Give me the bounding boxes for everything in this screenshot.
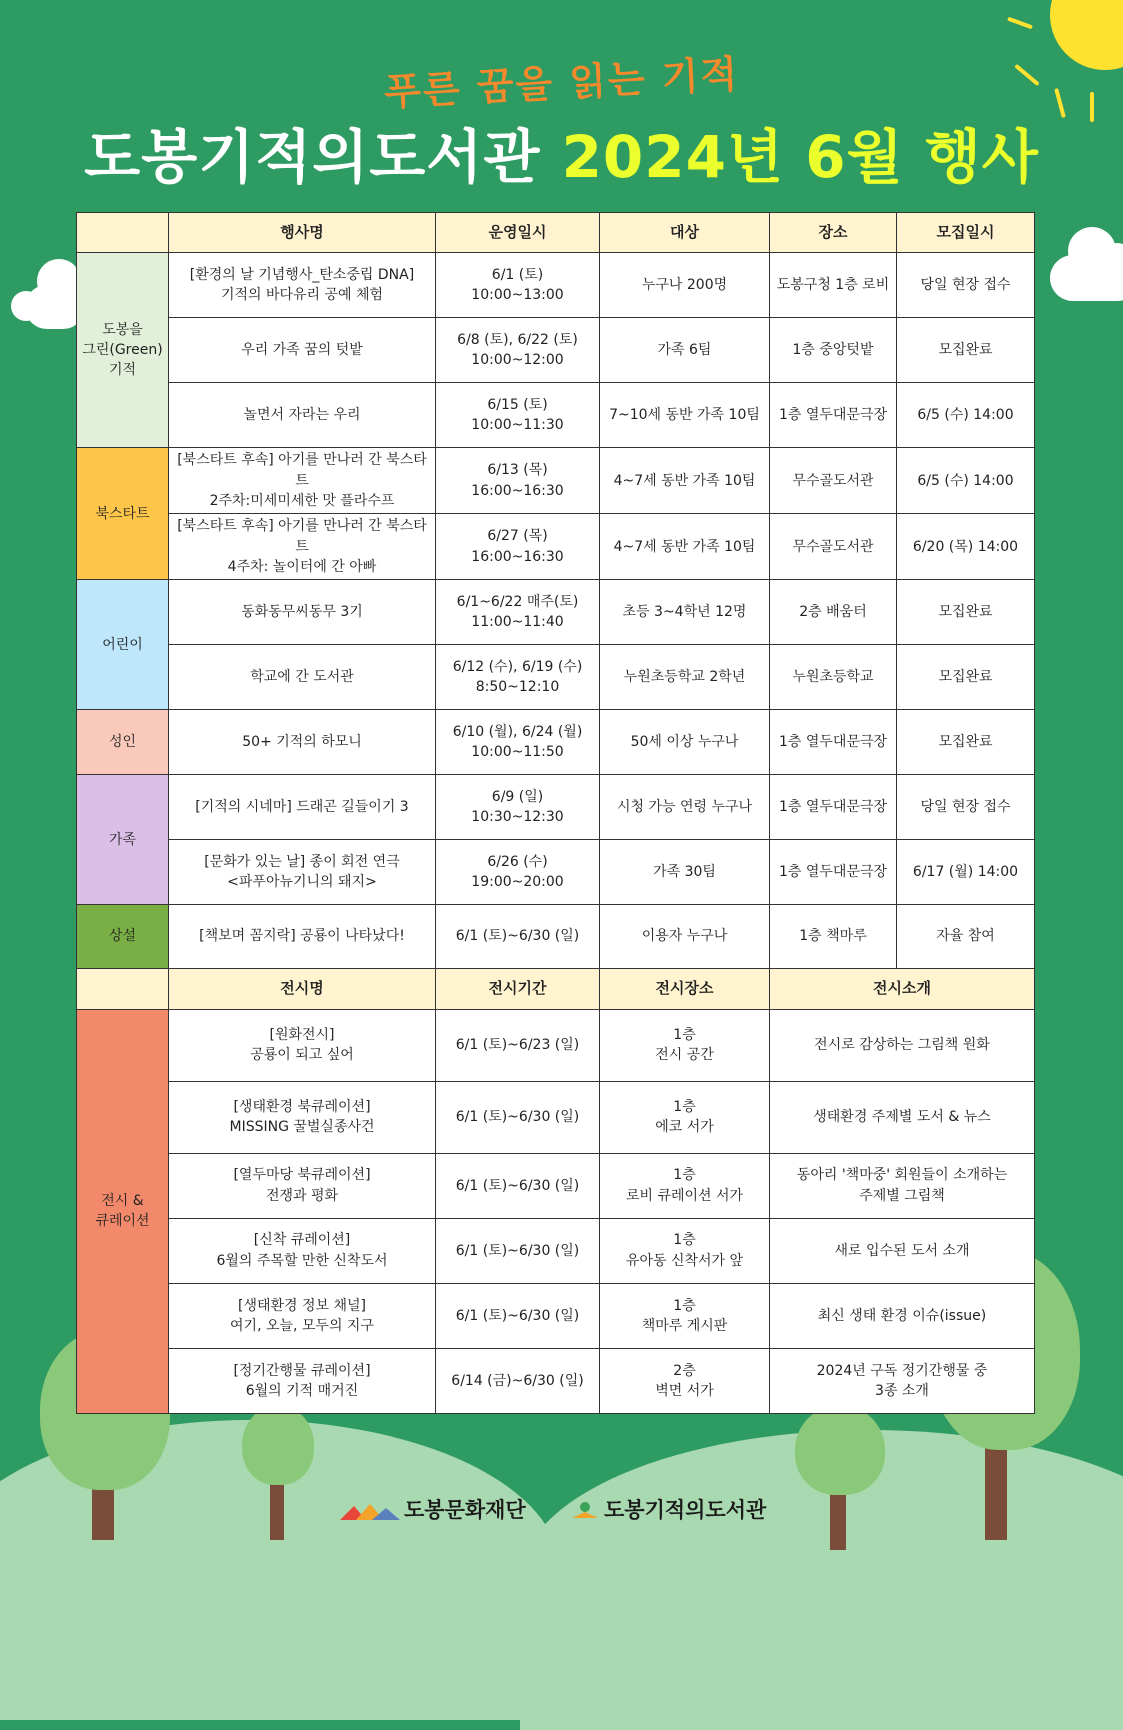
event-target: 4~7세 동반 가족 10팀 [600,514,770,580]
category-cell: 전시 & 큐레이션 [77,1009,169,1413]
event-name: 우리 가족 꿈의 텃밭 [169,318,436,383]
event-target: 4~7세 동반 가족 10팀 [600,448,770,514]
event-recruit: 당일 현장 접수 [897,775,1035,840]
exhibit-name: [생태환경 북큐레이션] MISSING 꿀벌실종사건 [169,1081,436,1153]
event-target: 가족 30팀 [600,840,770,905]
category-cell: 상설 [77,905,169,968]
header-cell: 전시명 [169,968,436,1009]
table-row [77,840,1035,905]
event-place: 1층 열두대문극장 [770,840,897,905]
event-name: [환경의 날 기념행사_탄소중립 DNA] 기적의 바다유리 공예 체험 [169,253,436,318]
event-place: 무수골도서관 [770,448,897,514]
exhibit-place: 1층 책마루 게시판 [600,1283,770,1348]
exhibit-name: [신착 큐레이션] 6월의 주목할 만한 신착도서 [169,1218,436,1283]
table-row [77,253,1035,318]
exhibit-intro: 생태환경 주제별 도서 & 뉴스 [770,1081,1035,1153]
footer-logos [0,1494,1123,1534]
event-target: 50세 이상 누구나 [600,710,770,775]
event-target: 누원초등학교 2학년 [600,645,770,710]
event-name: [책보며 꼼지락] 공룡이 나타났다! [169,905,436,968]
event-recruit: 당일 현장 접수 [897,253,1035,318]
table-row [77,1009,1035,1081]
event-datetime: 6/9 (일) 10:30~12:30 [436,775,600,840]
header-empty [77,213,169,253]
table-row [77,1081,1035,1153]
event-place: 1층 열두대문극장 [770,383,897,448]
event-datetime: 6/26 (수) 19:00~20:00 [436,840,600,905]
exhibit-name: [열두마당 북큐레이션] 전쟁과 평화 [169,1153,436,1218]
events-header-row [77,213,1035,253]
exhibit-intro: 2024년 구독 정기간행물 중 3종 소개 [770,1348,1035,1413]
event-name: 놀면서 자라는 우리 [169,383,436,448]
table-row [77,448,1035,514]
event-datetime: 6/10 (월), 6/24 (월) 10:00~11:50 [436,710,600,775]
page-subtitle: 푸른 꿈을 읽는 기적 [383,51,741,115]
event-place: 도봉구청 1층 로비 [770,253,897,318]
event-place: 1층 책마루 [770,905,897,968]
exhibit-name: [원화전시] 공룡이 되고 싶어 [169,1009,436,1081]
event-recruit: 모집완료 [897,710,1035,775]
header-cell: 대상 [600,213,770,253]
table-row [77,775,1035,840]
exhibits-header-row [77,968,1035,1009]
foundation-logo [340,1494,526,1524]
exhibit-period: 6/14 (금)~6/30 (일) [436,1348,600,1413]
event-datetime: 6/27 (목) 16:00~16:30 [436,514,600,580]
event-datetime: 6/1 (토) 10:00~13:00 [436,253,600,318]
event-place: 1층 중앙텃밭 [770,318,897,383]
event-recruit: 6/5 (수) 14:00 [897,448,1035,514]
header-cell: 전시장소 [600,968,770,1009]
exhibit-name: [생태환경 정보 채널] 여기, 오늘, 모두의 지구 [169,1283,436,1348]
event-recruit: 모집완료 [897,580,1035,645]
exhibit-place: 1층 에코 서가 [600,1081,770,1153]
event-place: 무수골도서관 [770,514,897,580]
event-target: 이용자 누구나 [600,905,770,968]
exhibit-intro: 전시로 감상하는 그림책 원화 [770,1009,1035,1081]
event-datetime: 6/1~6/22 매주(토) 11:00~11:40 [436,580,600,645]
event-recruit: 자율 참여 [897,905,1035,968]
event-recruit: 6/17 (월) 14:00 [897,840,1035,905]
event-target: 가족 6팀 [600,318,770,383]
table-row [77,1348,1035,1413]
header-cell: 운영일시 [436,213,600,253]
event-target: 시청 가능 연령 누구나 [600,775,770,840]
tree-decoration [795,1405,885,1495]
exhibit-period: 6/1 (토)~6/30 (일) [436,1081,600,1153]
exhibit-place: 2층 벽면 서가 [600,1348,770,1413]
header-empty [77,968,169,1009]
exhibit-name: [정기간행물 큐레이션] 6월의 기적 매거진 [169,1348,436,1413]
book-tree-icon [570,1500,600,1522]
library-name: 도봉기적의도서관 [604,1498,767,1522]
table-row [77,580,1035,645]
category-cell: 도봉을 그린(Green) 기적 [77,253,169,448]
exhibit-period: 6/1 (토)~6/23 (일) [436,1009,600,1081]
event-datetime: 6/8 (토), 6/22 (토) 10:00~12:00 [436,318,600,383]
table-row [77,1218,1035,1283]
event-recruit: 모집완료 [897,318,1035,383]
foundation-name: 도봉문화재단 [404,1498,526,1522]
event-datetime: 6/15 (토) 10:00~11:30 [436,383,600,448]
event-recruit: 6/5 (수) 14:00 [897,383,1035,448]
category-cell: 어린이 [77,580,169,710]
event-place: 2층 배움터 [770,580,897,645]
table-row [77,318,1035,383]
event-name: [북스타트 후속] 아기를 만나러 간 북스타트 4주차: 놀이터에 간 아빠 [169,514,436,580]
header-cell: 전시기간 [436,968,600,1009]
event-place: 1층 열두대문극장 [770,710,897,775]
event-name: 50+ 기적의 하모니 [169,710,436,775]
event-target: 초등 3~4학년 12명 [600,580,770,645]
cloud-decoration [1050,255,1123,301]
exhibit-place: 1층 유아동 신착서가 앞 [600,1218,770,1283]
category-cell: 가족 [77,775,169,905]
table-row [77,1283,1035,1348]
event-name: [문화가 있는 날] 종이 회전 연극 <파푸아뉴기니의 돼지> [169,840,436,905]
exhibit-place: 1층 로비 큐레이션 서가 [600,1153,770,1218]
exhibit-period: 6/1 (토)~6/30 (일) [436,1283,600,1348]
event-recruit: 모집완료 [897,645,1035,710]
title-month: 2024년 6월 행사 [561,123,1039,191]
event-place: 누원초등학교 [770,645,897,710]
event-target: 누구나 200명 [600,253,770,318]
header-cell: 장소 [770,213,897,253]
table-row [77,645,1035,710]
event-name: 동화동무씨동무 3기 [169,580,436,645]
title-library: 도봉기적의도서관 [84,123,541,191]
exhibit-intro: 새로 입수된 도서 소개 [770,1218,1035,1283]
event-datetime: 6/1 (토)~6/30 (일) [436,905,600,968]
event-name: [기적의 시네마] 드래곤 길들이기 3 [169,775,436,840]
category-cell: 성인 [77,710,169,775]
event-datetime: 6/13 (목) 16:00~16:30 [436,448,600,514]
table-row [77,514,1035,580]
table-row [77,905,1035,968]
table-row [77,383,1035,448]
exhibit-intro: 동아리 '책마중' 회원들이 소개하는 주제별 그림책 [770,1153,1035,1218]
page-title [0,110,1123,194]
event-name: [북스타트 후속] 아기를 만나러 간 북스타트 2주차:미세미세한 맛 플라수프 [169,448,436,514]
exhibit-period: 6/1 (토)~6/30 (일) [436,1153,600,1218]
table-row [77,710,1035,775]
event-place: 1층 열두대문극장 [770,775,897,840]
header-cell: 모집일시 [897,213,1035,253]
library-logo [570,1494,766,1524]
exhibit-place: 1층 전시 공간 [600,1009,770,1081]
event-target: 7~10세 동반 가족 10팀 [600,383,770,448]
events-table [76,212,1035,1414]
header-cell: 행사명 [169,213,436,253]
event-name: 학교에 간 도서관 [169,645,436,710]
event-datetime: 6/12 (수), 6/19 (수) 8:50~12:10 [436,645,600,710]
mountain-icon [340,1500,400,1522]
exhibit-period: 6/1 (토)~6/30 (일) [436,1218,600,1283]
table-row [77,1153,1035,1218]
event-recruit: 6/20 (목) 14:00 [897,514,1035,580]
tree-decoration [242,1405,314,1485]
header-cell: 전시소개 [770,968,1035,1009]
category-cell: 북스타트 [77,448,169,580]
exhibit-intro: 최신 생태 환경 이슈(issue) [770,1283,1035,1348]
